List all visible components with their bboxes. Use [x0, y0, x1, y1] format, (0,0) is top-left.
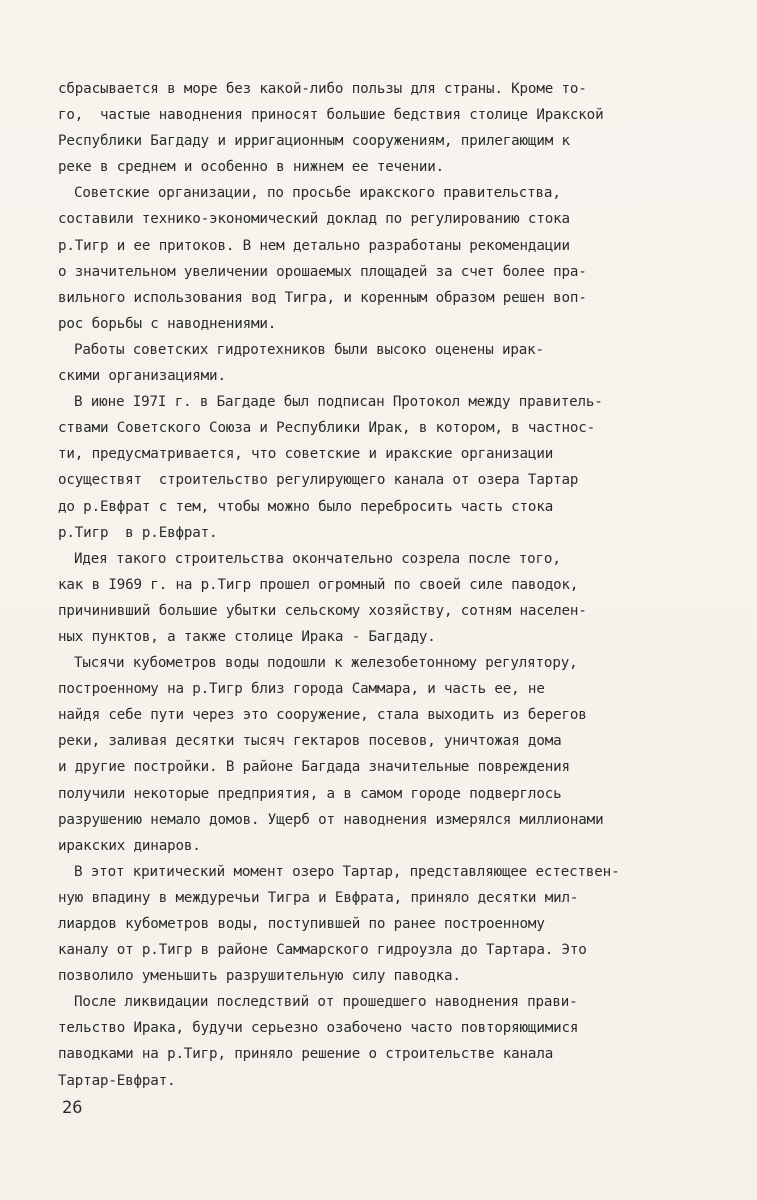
text-line: тельство Ирака, будучи серьезно озабочено часто повторяющимися: [58, 1020, 579, 1037]
text-line: ти, предусматривается, что советские и иракские организации: [58, 446, 554, 463]
text-line: иракских динаров.: [58, 837, 201, 854]
text-line: Тысячи кубометров воды подошли к железобетонному регулятору,: [74, 655, 578, 672]
text-line: составили технико-экономический доклад по регулированию стока: [58, 211, 570, 228]
text-line: до р.Евфрат с тем, чтобы можно было перебросить часть стока: [58, 498, 554, 515]
text-line: осуществят строительство регулирующего канала от озера Тартар: [58, 472, 579, 489]
text-line: скими организациями.: [58, 368, 226, 385]
text-line: найдя себе пути через это сооружение, стала выходить из берегов: [58, 707, 587, 724]
text-line: ствами Советского Союза и Республики Ирак, в котором, в частнос-: [58, 420, 596, 437]
text-line: После ликвидации последствий от прошедшего наводнения прави-: [74, 994, 578, 1011]
text-line: р.Тигр и ее притоков. В нем детально разработаны рекомендации: [58, 237, 570, 254]
page-number: 26: [62, 1098, 83, 1118]
text-line: реки, заливая десятки тысяч гектаров посевов, уничтожая дома: [58, 733, 562, 750]
text-line: ных пунктов, а также столице Ирака - Багдаду.: [58, 628, 436, 645]
text-line: го, частые наводнения приносят большие бедствия столице Иракской: [58, 107, 604, 124]
text-line: вильного использования вод Тигра, и коренным образом решен воп-: [58, 289, 587, 306]
text-line: реке в среднем и особенно в нижнем ее течении.: [58, 159, 445, 176]
text-line: паводками на р.Тигр, приняло решение о строительстве канала: [58, 1046, 554, 1063]
text-line: лиардов кубометров воды, поступившей по ранее построенному: [58, 916, 545, 932]
text-line: позволило уменьшить разрушительную силу паводка.: [58, 968, 461, 985]
text-line: получили некоторые предприятия, а в самом городе подверглось: [58, 785, 562, 802]
text-line: разрушению немало домов. Ущерб от наводнения измерялся миллионами: [58, 811, 604, 828]
text-line: Работы советских гидротехников были высоко оценены ирак-: [74, 341, 544, 358]
text-line: построенному на р.Тигр близ города Саммара, и часть ее, не: [58, 681, 545, 698]
text-line: как в I969 г. на р.Тигр прошел огромный по своей силе паводок,: [58, 576, 579, 593]
text-line: Идея такого строительства окончательно созрела после того,: [74, 550, 561, 567]
text-line: о значительном увеличении орошаемых площадей за счет более пра-: [58, 263, 587, 280]
text-line: Тартар-Евфрат.: [58, 1072, 176, 1089]
text-line: причинивший большие убытки сельскому хозяйству, сотням населен-: [58, 602, 587, 619]
text-line: и другие постройки. В районе Багдада значительные повреждения: [58, 759, 570, 776]
text-line: ную впадину в междуречьи Тигра и Евфрата, приняло десятки мил-: [58, 889, 579, 906]
body-text: [58, 76, 748, 1094]
text-line: р.Тигр в р.Евфрат.: [58, 524, 218, 541]
text-line: Республики Багдаду и ирригационным сооружениям, прилегающим к: [58, 133, 570, 150]
text-line: В этот критический момент озеро Тартар, представляющее естествен-: [74, 863, 620, 880]
text-line: каналу от р.Тигр в районе Саммарского гидроузла до Тартара. Это: [58, 942, 587, 959]
text-line: Советские организации, по просьбе иракского правительства,: [74, 185, 561, 202]
text-line: В июне I97I г. в Багдаде был подписан Протокол между правитель-: [74, 394, 603, 411]
text-line: сбрасывается в море без какой-либо пользы для страны. Кроме то-: [58, 81, 587, 97]
text-line: рос борьбы с наводнениями.: [58, 315, 277, 332]
